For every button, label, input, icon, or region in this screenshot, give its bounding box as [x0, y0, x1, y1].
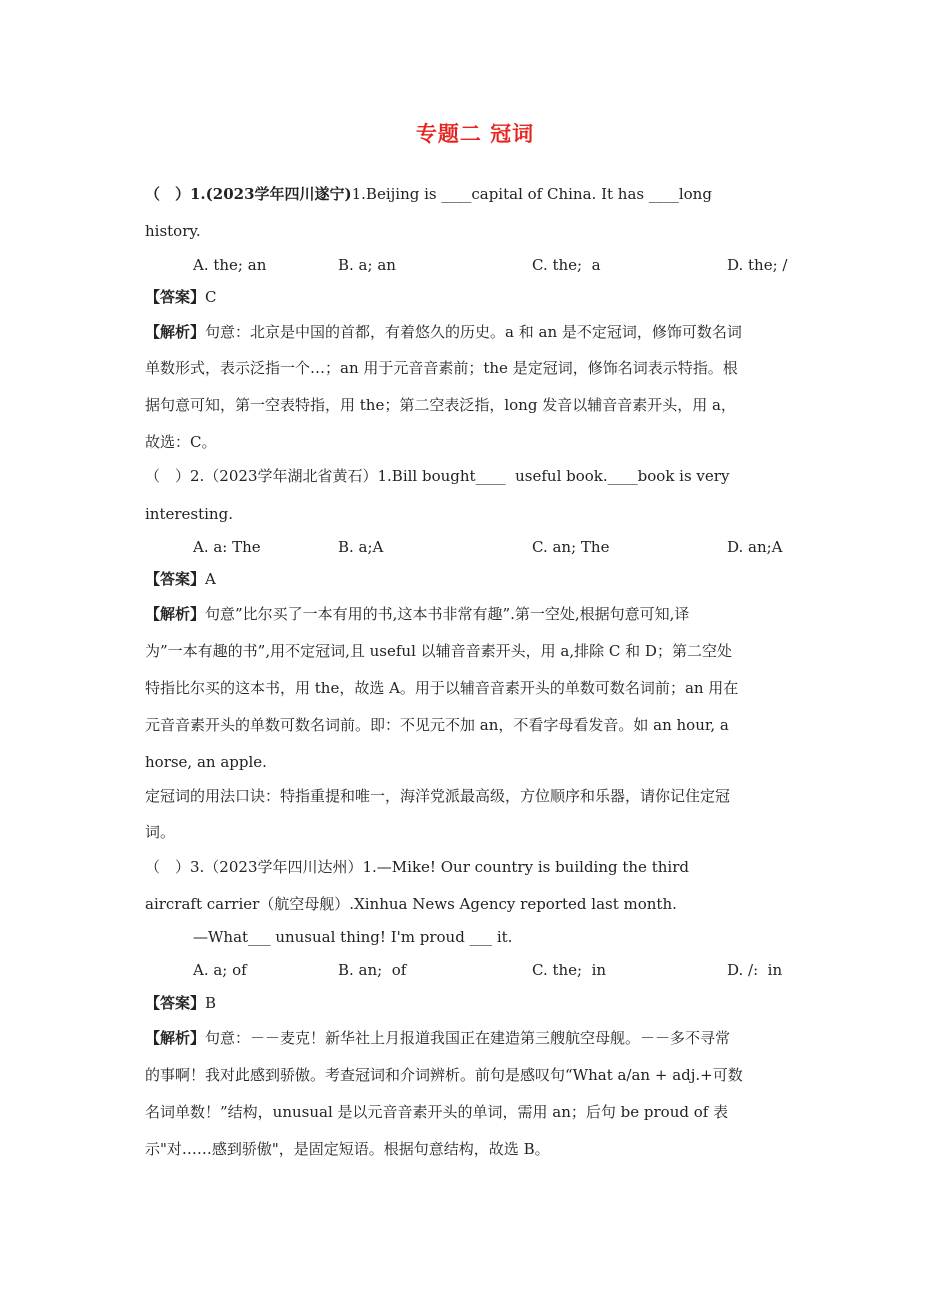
q1-analysis-text-1: 句意：北京是中国的首都，有着悠久的历史。a 和 an 是不定冠词，修饰可数名词 [205, 323, 742, 341]
q2-answer [145, 569, 216, 589]
question-3-stem-reply: —What___ unusual thing! I'm proud ___ it. [193, 928, 513, 946]
q3-option-c: C. the; in [532, 961, 607, 979]
q3-option-a: A. a; of [193, 961, 247, 979]
question-2-stem-cont: interesting. [145, 505, 233, 523]
q2-option-a: A. a: The [193, 538, 261, 556]
question-1-stem: 1.Beijing is ____capital of China. It has ____long [351, 185, 712, 203]
q1-analysis-line-3: 据句意可知，第一空表特指，用 the；第二空表泛指，long 发音以辅音音素开头，用 a， [145, 396, 736, 414]
q3-option-b: B. an; of [338, 961, 407, 979]
question-3-stem: 1.—Mike! Our country is building the third [362, 858, 689, 876]
question-3-prefix: （ ）3.（2023学年四川达州） [145, 858, 363, 876]
q1-answer [145, 287, 217, 307]
q3-answer [145, 993, 216, 1013]
q1-answer-label: 【答案】 [145, 288, 206, 306]
q2-analysis-label: 【解析】 [145, 605, 206, 623]
q2-analysis-line-7: 词。 [145, 823, 176, 841]
q1-option-c: C. the; a [532, 256, 601, 274]
q3-analysis-text-1: 句意：－－麦克！新华社上月报道我国正在建造第三艘航空母舰。－－多不寻常 [205, 1029, 731, 1047]
q2-analysis-line-6: 定冠词的用法口诀：特指重提和唯一，海洋党派最高级，方位顺序和乐器，请你记住定冠 [145, 787, 731, 805]
q2-answer-label: 【答案】 [145, 570, 206, 588]
question-1-stem-cont: history. [145, 222, 201, 240]
question-1-line [145, 184, 712, 204]
q2-option-d: D. an;A [727, 538, 783, 556]
question-1-prefix: （ ）1.(2023学年四川遂宁) [145, 185, 352, 203]
q2-analysis-line-3: 特指比尔买的这本书，用 the，故选 A。用于以辅音音素开头的单数可数名词前；an 用在 [145, 679, 739, 697]
q2-analysis-line-1 [145, 604, 689, 624]
q1-analysis-line-1 [145, 322, 742, 342]
q2-analysis-text-1: 句意”比尔买了一本有用的书,这本书非常有趣”.第一空处,根据句意可知,译 [205, 605, 690, 623]
q2-analysis-line-5: horse, an apple. [145, 753, 267, 771]
q1-option-b: B. a; an [338, 256, 396, 274]
q3-analysis-line-3: 名词单数！”结构，unusual 是以元音音素开头的单词，需用 an；后句 be proud of 表 [145, 1103, 729, 1121]
q1-analysis-label: 【解析】 [145, 323, 206, 341]
q3-answer-value: B [205, 994, 217, 1012]
page-title: 专题二 冠词 [415, 122, 535, 146]
q3-option-d: D. /: in [727, 961, 783, 979]
question-3-line [145, 857, 689, 877]
q2-option-b: B. a;A [338, 538, 384, 556]
q1-analysis-line-4: 故选：C。 [145, 433, 217, 451]
q1-answer-value: C [205, 288, 217, 306]
q3-analysis-label: 【解析】 [145, 1029, 206, 1047]
q3-analysis-line-1 [145, 1028, 730, 1048]
q1-option-a: A. the; an [193, 256, 267, 274]
q3-analysis-line-2: 的事啊！我对此感到骄傲。考查冠词和介词辨析。前句是感叹句“What a/an + adj.+可数 [145, 1066, 743, 1084]
q3-answer-label: 【答案】 [145, 994, 206, 1012]
q2-option-c: C. an; The [532, 538, 610, 556]
q1-option-d: D. the; / [727, 256, 788, 274]
q3-analysis-line-4: 示"对……感到骄傲"，是固定短语。根据句意结构，故选 B。 [145, 1140, 550, 1158]
question-3-stem-cont: aircraft carrier（航空母舰）.Xinhua News Agency reported last month. [145, 895, 677, 913]
q2-analysis-line-4: 元音音素开头的单数可数名词前。即：不见元不加 an，不看字母看发音。如 an hour, a [145, 716, 729, 734]
q2-answer-value: A [205, 570, 216, 588]
question-2-stem: 1.Bill bought____ useful book.____book is very [377, 467, 730, 485]
question-2-line [145, 466, 729, 486]
question-2-prefix: （ ）2.（2023学年湖北省黄石） [145, 467, 378, 485]
q1-analysis-line-2: 单数形式，表示泛指一个…；an 用于元音音素前；the 是定冠词，修饰名词表示特指。根 [145, 359, 738, 377]
q2-analysis-line-2: 为”一本有趣的书”,用不定冠词,且 useful 以辅音音素开头，用 a,排除 C 和 D；第二空处 [145, 642, 732, 660]
